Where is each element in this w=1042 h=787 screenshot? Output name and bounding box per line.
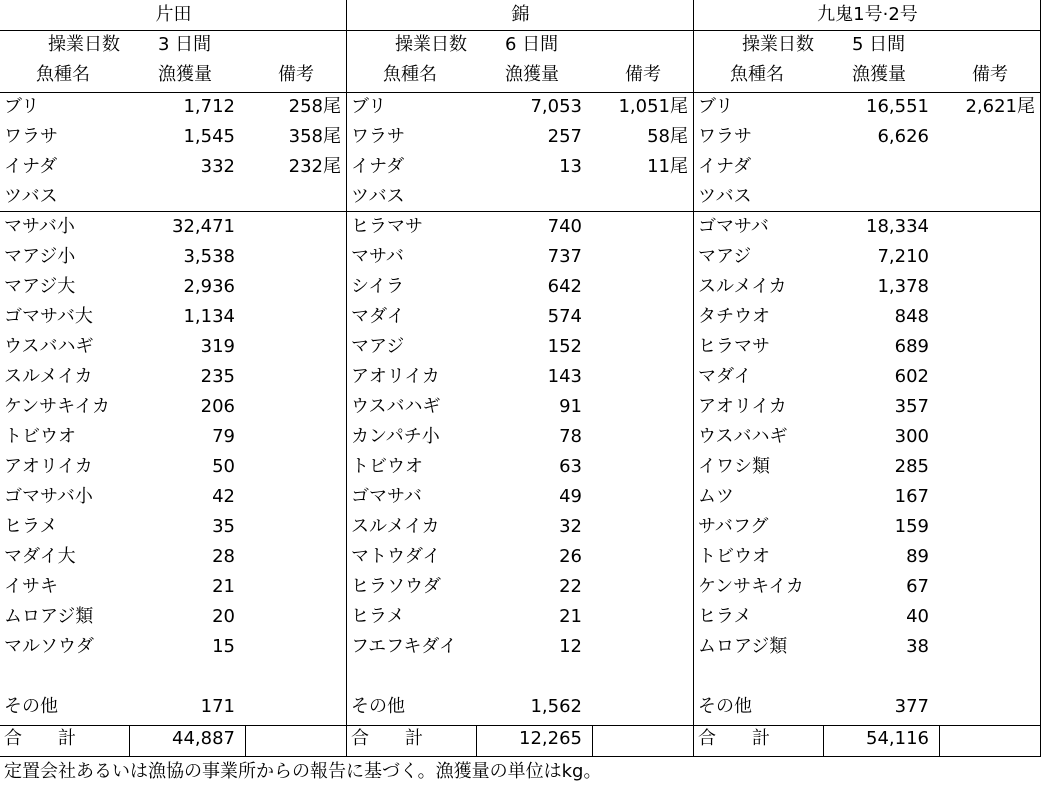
- vessel-name: 錦: [511, 4, 530, 25]
- rule-line: [694, 211, 1041, 212]
- catch-value: 257: [547, 126, 582, 147]
- catch-value: 206: [200, 396, 235, 417]
- catch-value: 167: [894, 486, 929, 507]
- misc-label: その他: [698, 696, 752, 717]
- catch-value: 7,210: [877, 246, 929, 267]
- fish-name: イナダ: [351, 156, 405, 177]
- total-label: 合 計: [351, 728, 423, 749]
- fish-name: ワラサ: [698, 126, 752, 147]
- fish-name: ツバス: [698, 186, 752, 207]
- catch-value: 235: [200, 366, 235, 387]
- days-value: 3 日間: [158, 34, 212, 55]
- catch-value: 152: [547, 336, 582, 357]
- catch-value: 3,538: [183, 246, 235, 267]
- fish-name: マダイ: [351, 306, 405, 327]
- catch-value: 28: [212, 546, 235, 567]
- note-value: 258尾: [288, 96, 341, 117]
- catch-value: 22: [559, 576, 582, 597]
- catch-value: 40: [906, 606, 929, 627]
- fish-name: マアジ: [698, 246, 752, 267]
- catch-value: 848: [894, 306, 929, 327]
- col-fish-header: 魚種名: [383, 64, 437, 85]
- fish-name: ケンサキイカ: [698, 576, 804, 597]
- misc-catch: 1,562: [530, 696, 582, 717]
- total-label: 合 計: [698, 728, 770, 749]
- fish-name: マルソウダ: [4, 636, 94, 657]
- catch-value: 20: [212, 606, 235, 627]
- catch-value: 1,545: [183, 126, 235, 147]
- fish-name: ツバス: [351, 186, 405, 207]
- fish-name: トビウオ: [351, 456, 423, 477]
- rule-line: [347, 30, 694, 31]
- catch-value: 12: [559, 636, 582, 657]
- rule-line: [347, 725, 694, 726]
- note-value: 2,621尾: [965, 96, 1035, 117]
- fish-name: トビウオ: [698, 546, 770, 567]
- vessel-block: [347, 0, 694, 757]
- catch-value: 2,936: [183, 276, 235, 297]
- fish-name: マアジ: [351, 336, 405, 357]
- catch-value: 740: [547, 216, 582, 237]
- catch-value: 49: [559, 486, 582, 507]
- note-value: 11尾: [647, 156, 688, 177]
- col-note-header: 備考: [278, 64, 314, 85]
- catch-value: 15: [212, 636, 235, 657]
- fish-name: ヒラメ: [698, 606, 752, 627]
- note-value: 58尾: [647, 126, 688, 147]
- catch-value: 16,551: [866, 96, 929, 117]
- fish-name: ウスバハギ: [698, 426, 788, 447]
- catch-value: 6,626: [877, 126, 929, 147]
- rule-line: [1040, 0, 1041, 757]
- catch-value: 285: [894, 456, 929, 477]
- footer-note: 定置会社あるいは漁協の事業所からの報告に基づく。漁獲量の単位はkg。: [4, 761, 602, 782]
- days-value: 6 日間: [505, 34, 559, 55]
- col-catch-header: 漁獲量: [505, 64, 559, 85]
- fish-name: イワシ類: [698, 456, 770, 477]
- rule-line: [694, 92, 1041, 93]
- catch-value: 319: [200, 336, 235, 357]
- catch-value: 21: [212, 576, 235, 597]
- catch-value: 67: [906, 576, 929, 597]
- note-value: 358尾: [288, 126, 341, 147]
- vessel-block: [0, 0, 347, 757]
- catch-value: 159: [894, 516, 929, 537]
- fish-name: ヒラメ: [351, 606, 405, 627]
- fish-name: ムロアジ類: [698, 636, 788, 657]
- rule-line: [823, 725, 824, 756]
- rule-line: [693, 0, 694, 757]
- catch-value: 91: [559, 396, 582, 417]
- fish-name: ワラサ: [351, 126, 405, 147]
- fish-name: シイラ: [351, 276, 405, 297]
- note-value: 232尾: [288, 156, 341, 177]
- vessel-name: 九鬼1号·2号: [817, 4, 918, 25]
- catch-value: 21: [559, 606, 582, 627]
- col-note-header: 備考: [625, 64, 661, 85]
- rule-line: [0, 211, 347, 212]
- fish-name: アオリイカ: [4, 456, 93, 477]
- rule-line: [592, 725, 593, 756]
- total-catch: 44,887: [172, 728, 235, 749]
- col-fish-header: 魚種名: [36, 64, 90, 85]
- fish-name: マトウダイ: [351, 546, 441, 567]
- col-fish-header: 魚種名: [730, 64, 784, 85]
- catch-value: 1,134: [183, 306, 235, 327]
- total-label: 合 計: [4, 728, 76, 749]
- col-catch-header: 漁獲量: [158, 64, 212, 85]
- fish-name: ブリ: [351, 96, 387, 117]
- fish-name: マダイ: [698, 366, 752, 387]
- fish-name: イサキ: [4, 576, 58, 597]
- fish-name: ヒラマサ: [698, 336, 770, 357]
- fish-name: イナダ: [698, 156, 752, 177]
- catch-value: 32: [559, 516, 582, 537]
- rule-line: [694, 725, 1041, 726]
- fish-name: ブリ: [698, 96, 734, 117]
- fish-name: マアジ小: [4, 246, 76, 267]
- rule-line: [347, 92, 694, 93]
- catch-value: 32,471: [172, 216, 235, 237]
- catch-value: 42: [212, 486, 235, 507]
- fish-name: ワラサ: [4, 126, 58, 147]
- total-catch: 12,265: [519, 728, 582, 749]
- catch-value: 89: [906, 546, 929, 567]
- catch-value: 79: [212, 426, 235, 447]
- catch-value: 7,053: [530, 96, 582, 117]
- catch-value: 143: [547, 366, 582, 387]
- catch-value: 78: [559, 426, 582, 447]
- fish-name: カンパチ小: [351, 426, 440, 447]
- misc-catch: 171: [200, 696, 235, 717]
- catch-value: 357: [894, 396, 929, 417]
- fish-name: ゴマサバ: [351, 486, 422, 507]
- fish-name: マサバ: [351, 246, 404, 267]
- vessel-block: [694, 0, 1041, 757]
- fish-name: ヒラメ: [4, 516, 58, 537]
- catch-value: 63: [559, 456, 582, 477]
- misc-catch: 377: [894, 696, 929, 717]
- misc-label: その他: [4, 696, 58, 717]
- col-catch-header: 漁獲量: [852, 64, 906, 85]
- days-value: 5 日間: [852, 34, 906, 55]
- vessel-name: 片田: [155, 4, 192, 25]
- note-value: 1,051尾: [618, 96, 688, 117]
- rule-line: [0, 725, 347, 726]
- days-label: 操業日数: [48, 34, 120, 55]
- fish-name: アオリイカ: [698, 396, 787, 417]
- catch-value: 642: [547, 276, 582, 297]
- fish-name: ゴマサバ: [698, 216, 769, 237]
- catch-value: 737: [547, 246, 582, 267]
- fish-name: ヒラマサ: [351, 216, 423, 237]
- misc-label: その他: [351, 696, 405, 717]
- catch-value: 50: [212, 456, 235, 477]
- fish-name: ムロアジ類: [4, 606, 94, 627]
- rule-line: [476, 725, 477, 756]
- rule-line: [0, 92, 347, 93]
- fish-name: スルメイカ: [351, 516, 440, 537]
- rule-line: [346, 0, 347, 757]
- fish-name: マダイ大: [4, 546, 76, 567]
- rule-line: [245, 725, 246, 756]
- catch-value: 689: [894, 336, 929, 357]
- fish-name: ムツ: [698, 486, 734, 507]
- fish-name: ゴマサバ大: [4, 306, 93, 327]
- catch-value: 18,334: [866, 216, 929, 237]
- days-label: 操業日数: [742, 34, 814, 55]
- fish-name: サバフグ: [698, 516, 769, 537]
- fish-name: ウスバハギ: [351, 396, 441, 417]
- fish-name: マサバ小: [4, 216, 75, 237]
- catch-value: 26: [559, 546, 582, 567]
- fish-name: スルメイカ: [698, 276, 787, 297]
- fish-name: マアジ大: [4, 276, 76, 297]
- fish-name: イナダ: [4, 156, 58, 177]
- fish-name: ケンサキイカ: [4, 396, 110, 417]
- catch-value: 1,712: [183, 96, 235, 117]
- fish-name: トビウオ: [4, 426, 76, 447]
- catch-value: 13: [559, 156, 582, 177]
- total-catch: 54,116: [866, 728, 929, 749]
- catch-value: 1,378: [877, 276, 929, 297]
- catch-value: 35: [212, 516, 235, 537]
- days-label: 操業日数: [395, 34, 467, 55]
- rule-line: [129, 725, 130, 756]
- rule-line: [347, 211, 694, 212]
- fish-name: スルメイカ: [4, 366, 93, 387]
- rule-line: [0, 30, 347, 31]
- fish-name: フエフキダイ: [351, 636, 457, 657]
- fish-name: ウスバハギ: [4, 336, 94, 357]
- catch-value: 574: [547, 306, 582, 327]
- fish-name: ヒラソウダ: [351, 576, 441, 597]
- fish-name: タチウオ: [698, 306, 770, 327]
- col-note-header: 備考: [972, 64, 1008, 85]
- fish-name: ブリ: [4, 96, 40, 117]
- catch-value: 300: [894, 426, 929, 447]
- catch-value: 602: [894, 366, 929, 387]
- rule-line: [694, 30, 1041, 31]
- catch-value: 38: [906, 636, 929, 657]
- fish-name: アオリイカ: [351, 366, 440, 387]
- catch-value: 332: [200, 156, 235, 177]
- fish-name: ツバス: [4, 186, 58, 207]
- fish-name: ゴマサバ小: [4, 486, 93, 507]
- rule-line: [939, 725, 940, 756]
